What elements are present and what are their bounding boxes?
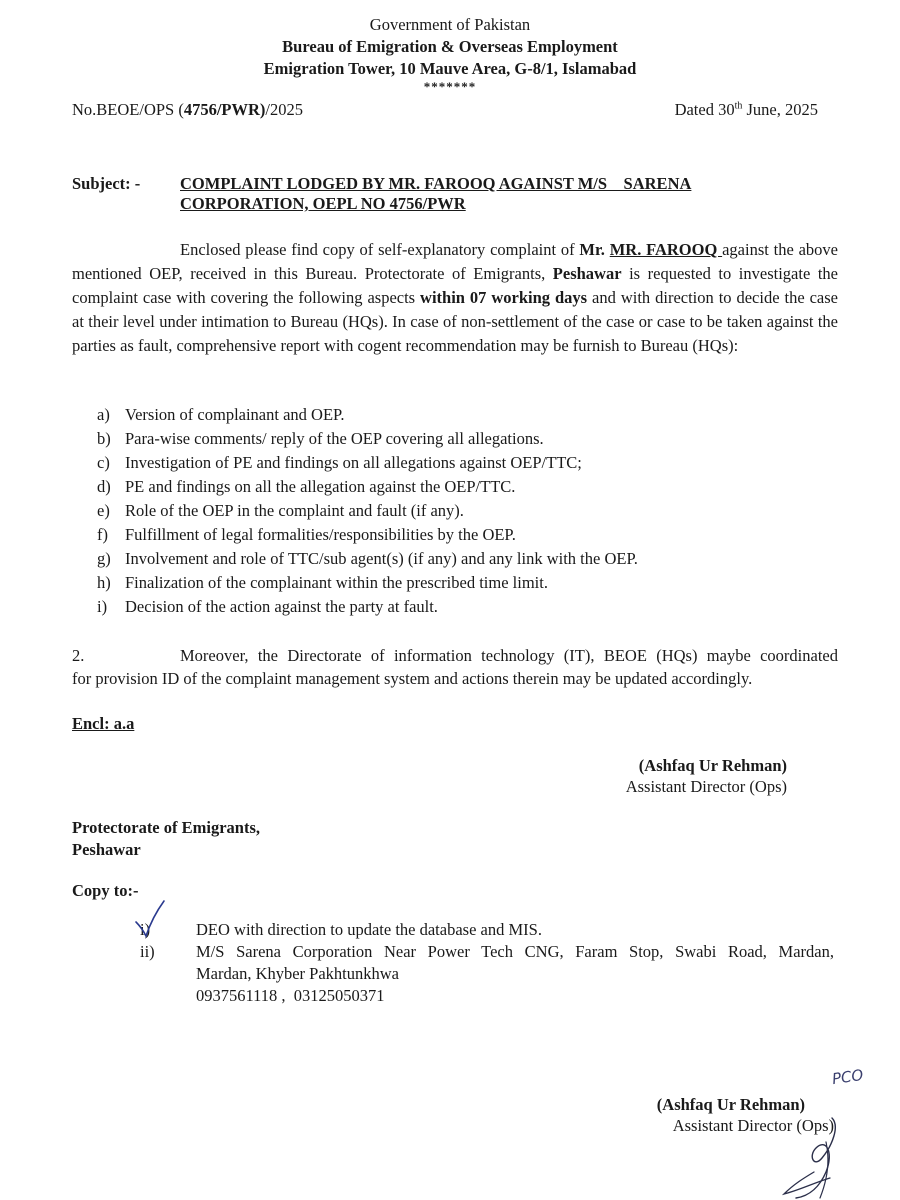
header-government: Government of Pakistan (369, 15, 531, 34)
list-item: b) Para-wise comments/ reply of the OEP covering all allegations. (97, 429, 544, 448)
date-sup: th (734, 100, 743, 112)
copy-item-1-marker: i) (140, 920, 151, 939)
para1-text-4: and with direction to decide the case at their level under intimation to Bureau (HQs). In case of non-settlement of the case or case to be taken against the parties as fault, comprehensive report with cogent recommendation may be furnish to Bureau (HQs): (72, 288, 838, 355)
list-item: g) Involvement and role of TTC/sub agent(s) (if any) and any link with the OEP. (97, 549, 638, 568)
handwritten-note: PCO (830, 1065, 865, 1089)
body-paragraph-1 (72, 238, 838, 358)
reference-year: /2025 (265, 100, 304, 119)
handwritten-signature (770, 1112, 850, 1200)
signatory-designation-2: Assistant Director (Ops) (672, 1116, 834, 1135)
para1-deadline: within 07 working days (420, 288, 588, 307)
list-item: h) Finalization of the complainant within the prescribed time limit. (97, 573, 548, 592)
signatory-name-2: (Ashfaq Ur Rehman) (656, 1095, 805, 1114)
addressee-line-2: Peshawar (72, 840, 141, 859)
reference-number (72, 100, 303, 120)
copy-to-label: Copy to:- (72, 881, 139, 900)
date-pre: Dated 30 (674, 100, 735, 119)
list-item: e) Role of the OEP in the complaint and fault (if any). (97, 501, 464, 520)
reference-code: 4756/PWR) (183, 100, 266, 119)
list-item: d) PE and findings on all the allegation against the OEP/TTC. (97, 477, 516, 496)
header-bureau: Bureau of Emigration & Overseas Employment (282, 37, 618, 56)
para1-text-1: Enclosed please find copy of self-explanatory complaint of (180, 240, 580, 259)
enclosure: Encl: a.a (72, 714, 135, 733)
list-item: a) Version of complainant and OEP. (97, 405, 345, 424)
para1-city: Peshawar (552, 264, 622, 283)
para2-line-1: Moreover, the Directorate of information technology (IT), BEOE (HQs) maybe coordinated (180, 646, 838, 665)
complainant-name: MR. FAROOQ (609, 240, 723, 259)
list-item: c) Investigation of PE and findings on all allegations against OEP/TTC; (97, 453, 582, 472)
date-post: June, 2025 (742, 100, 818, 119)
signatory-designation: Assistant Director (Ops) (625, 777, 787, 796)
list-item: i) Decision of the action against the party at fault. (97, 597, 438, 616)
subject-label: Subject: - (72, 174, 141, 193)
copy-item-2-phone: 0937561118 , 03125050371 (196, 986, 385, 1005)
copy-item-2-line-1: M/S Sarena Corporation Near Power Tech CNG, Faram Stop, Swabi Road, Mardan, (196, 942, 834, 961)
date-line (675, 100, 818, 120)
para2-number: 2. (72, 646, 85, 665)
para1-mr: Mr. (579, 240, 605, 259)
para1-text-2: against the above mentioned OEP, received in this Bureau. Protectorate of Emigrants, (72, 240, 838, 283)
signatory-name: (Ashfaq Ur Rehman) (638, 756, 787, 775)
addressee-line-1: Protectorate of Emigrants, (72, 818, 261, 837)
checkmark-icon (132, 898, 168, 940)
subject-line-1: COMPLAINT LODGED BY MR. FAROOQ AGAINST M/S SARENA (180, 174, 692, 193)
copy-item-1-text: DEO with direction to update the database and MIS. (196, 920, 542, 939)
para1-text-3: is requested to investigate the complaint case with covering the following aspects (72, 264, 838, 307)
header-address: Emigration Tower, 10 Mauve Area, G-8/1, Islamabad (263, 59, 637, 78)
copy-item-2-line-2: Mardan, Khyber Pakhtunkhwa (196, 964, 399, 983)
subject-line-2: CORPORATION, OEPL NO 4756/PWR (180, 194, 466, 213)
list-item: f) Fulfillment of legal formalities/responsibilities by the OEP. (97, 525, 516, 544)
copy-item-2-marker: ii) (140, 942, 155, 961)
para2-line-2: for provision ID of the complaint management system and actions therein may be updated accordingly. (72, 669, 753, 688)
reference-prefix: No.BEOE/OPS ( (72, 100, 184, 119)
header-stars: ******* (423, 79, 477, 94)
